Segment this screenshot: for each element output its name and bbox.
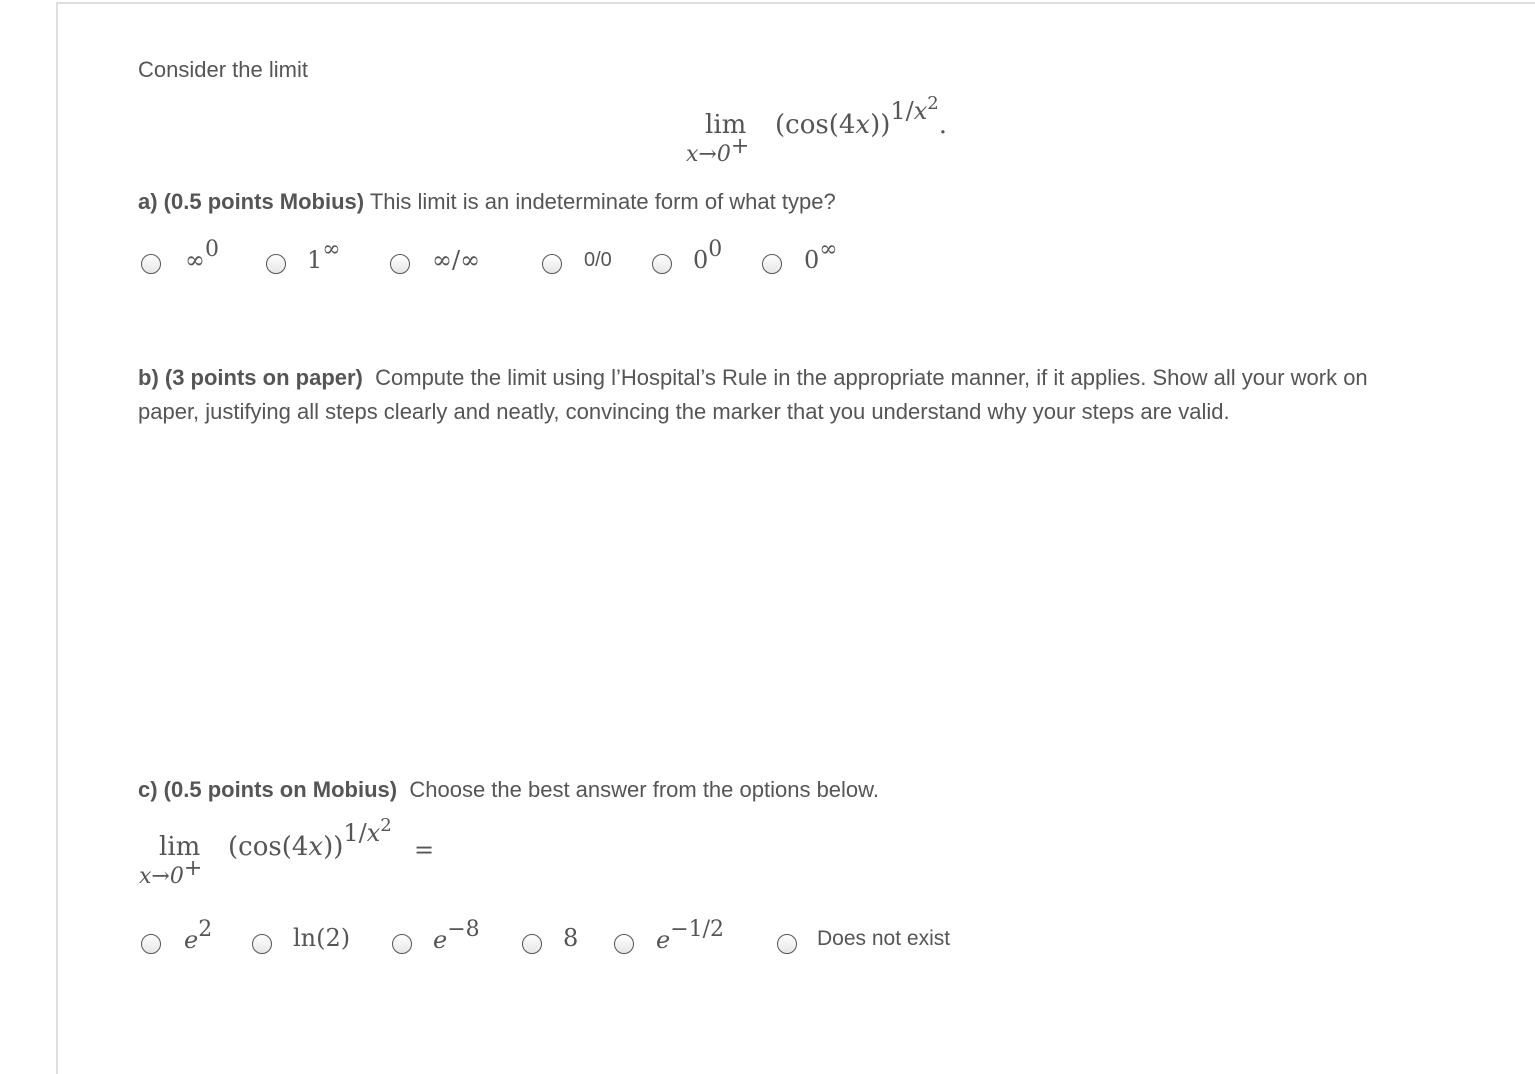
part-c-radio-4[interactable] (522, 934, 542, 954)
part-a-option-1[interactable]: ∞0 (185, 237, 219, 274)
part-a-radio-3[interactable] (390, 254, 410, 274)
part-a-radio-6[interactable] (762, 254, 782, 274)
part-a-option-6[interactable]: 0∞ (804, 237, 838, 274)
part-a-option-4[interactable]: 0/0 (584, 249, 612, 271)
part-c-radio-3[interactable] (392, 934, 412, 954)
part-c-radio-5[interactable] (614, 934, 634, 954)
part-c-option-2[interactable]: ln(2) (293, 924, 351, 952)
part-a-radio-2[interactable] (266, 254, 286, 274)
part-a-option-2[interactable]: 1∞ (307, 237, 341, 274)
part-c-question: c) (0.5 points on Mobius) Choose the best answer from the options below. (138, 777, 879, 802)
part-c-option-5[interactable]: e−1/2 (656, 917, 725, 954)
part-c-radio-6[interactable] (777, 934, 797, 954)
part-c-limit-subscript: x→0+ (139, 856, 203, 889)
part-c-option-1[interactable]: e2 (184, 917, 213, 954)
part-c-limit-expression: $(\cos(4x))1/x^2$ (228, 815, 392, 862)
part-c-option-4[interactable]: 8 (563, 924, 579, 952)
part-a-option-3[interactable]: ∞/∞ (432, 246, 481, 274)
part-c-radio-1[interactable] (141, 934, 161, 954)
part-c-equals: = (414, 836, 435, 864)
part-a-radio-1[interactable] (141, 254, 161, 274)
display-limit-subscript: x→0+ (686, 134, 750, 167)
part-a-radio-5[interactable] (652, 254, 672, 274)
part-c-option-3[interactable]: e−8 (433, 917, 480, 954)
part-a-option-5[interactable]: 00 (693, 237, 723, 274)
part-c-limit-lim: lim (159, 832, 201, 862)
part-c-option-6[interactable]: Does not exist (817, 927, 951, 950)
part-a-question: a) (0.5 points Mobius) This limit is an indeterminate form of what type? (138, 189, 836, 214)
part-a-radio-4[interactable] (542, 254, 562, 274)
display-limit-expression: $(\cos(4x))1/x^2$. (775, 93, 947, 140)
part-c-radio-2[interactable] (252, 934, 272, 954)
part-b-line-2: paper, justifying all steps clearly and neatly, convincing the marker that you understand why your steps are valid. (138, 399, 1230, 424)
frame-top-border (56, 2, 1535, 4)
frame-left-border (56, 2, 58, 1074)
display-limit-lim: lim (705, 110, 747, 140)
part-b-line-1: b) (3 points on paper) Compute the limit using l’Hospital’s Rule in the appropriate manner, if it applies. Show all your work on (138, 365, 1368, 390)
intro-text: Consider the limit (138, 57, 308, 82)
